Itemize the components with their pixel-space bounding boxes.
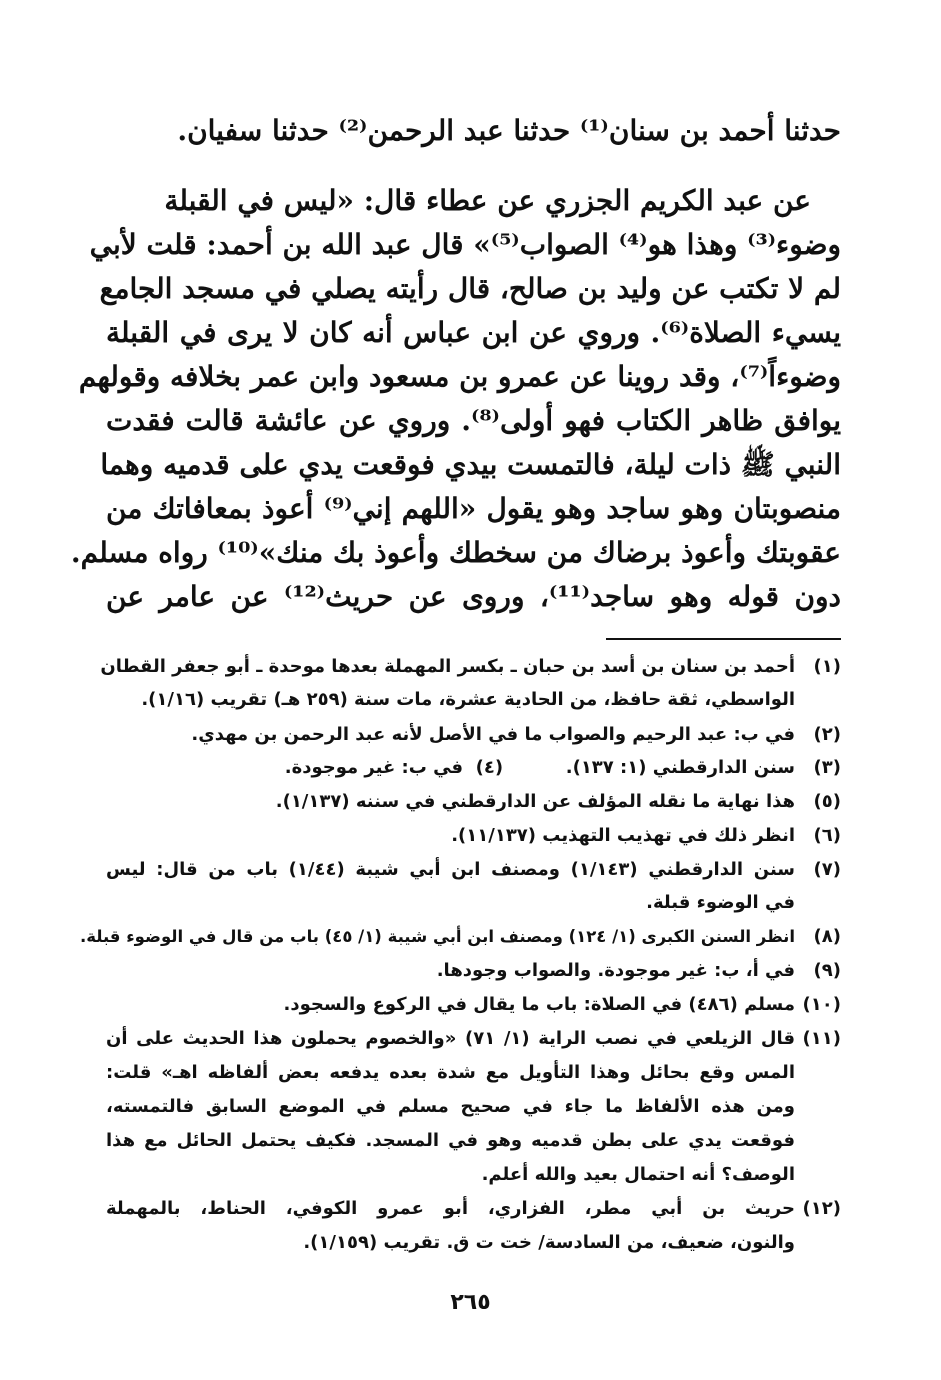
footnote-number: (٦) bbox=[813, 825, 841, 846]
footnote-11-continuation: المس وقع بحائل وهذا التأويل مع شدة بعده يدفعه بعض ألفاظه اهـ» قلت: bbox=[106, 1062, 795, 1083]
footnote-number: (٢) bbox=[813, 724, 841, 745]
footnote-7-continuation: في الوضوء قبلة. bbox=[646, 892, 795, 913]
footnote-text: حريث بن أبي مطر، الفزاري، أبو عمرو الكوفي، الحناط، بالمهملة bbox=[106, 1198, 795, 1219]
main-text-line: يسيء الصلاة⁽⁶⁾. وروي عن ابن عباس أنه كان لا يرى في القبلة bbox=[106, 316, 841, 349]
footnote-text: سنن الدارقطني (١/١٤٣) ومصنف ابن أبي شيبة (١/٤٤) باب من قال: ليس bbox=[106, 859, 796, 880]
footnote-8 bbox=[79, 922, 841, 952]
footnote-number: (٨) bbox=[813, 926, 841, 947]
footnote-number: (١١) bbox=[802, 1028, 841, 1049]
footnote-divider bbox=[606, 638, 841, 640]
main-text-line: وضوءاً⁽⁷⁾، وقد روينا عن عمرو بن مسعود وابن عمر بخلافه وقولهم bbox=[78, 360, 841, 393]
footnote-9 bbox=[106, 956, 841, 986]
footnote-number: (١٢) bbox=[802, 1198, 841, 1219]
footnote-text: قال الزيلعي في نصب الراية (١/ ٧١) «والخصوم يحملون هذا الحديث على أن bbox=[106, 1028, 796, 1049]
footnote-text: سنن الدارقطني (١: ١٣٧). (٤) في ب: غير موجودة. bbox=[284, 757, 795, 778]
footnote-2 bbox=[106, 720, 841, 750]
footnote-11-continuation: ومن هذه الألفاظ ما جاء في صحيح مسلم في الموضع السابق فالتمسته، bbox=[106, 1096, 795, 1117]
isnad-line: حدثنا أحمد بن سنان⁽¹⁾ حدثنا عبد الرحمن⁽²⁾ حدثنا سفيان. bbox=[177, 114, 841, 147]
main-text-line: دون قوله وهو ساجد⁽¹¹⁾، وروى عن حريث⁽¹²⁾ عن عامر عن bbox=[106, 580, 842, 613]
page-number: ٢٦٥ bbox=[450, 1290, 491, 1315]
footnote-number: (٩) bbox=[813, 960, 841, 981]
footnote-11 bbox=[106, 1024, 841, 1054]
main-text-line: لم لا تكتب عن وليد بن صالح، قال رأيته يصلي في مسجد الجامع bbox=[99, 272, 841, 305]
footnote-text: في ب: عبد الرحيم والصواب ما في الأصل لأنه عبد الرحمن بن مهدي. bbox=[191, 724, 795, 745]
footnote-number: (٣) bbox=[813, 757, 841, 778]
footnote-text: مسلم (٤٨٦) في الصلاة: باب ما يقال في الركوع والسجود. bbox=[283, 994, 795, 1015]
footnote-6 bbox=[106, 821, 841, 851]
footnote-text: أحمد بن سنان بن أسد بن حبان ـ بكسر المهملة بعدها موحدة ـ أبو جعفر القطان bbox=[100, 656, 795, 677]
footnote-text: في أ، ب: غير موجودة. والصواب وجودها. bbox=[436, 960, 795, 981]
footnote-text: هذا نهاية ما نقله المؤلف عن الدارقطني في سننه (١/١٣٧). bbox=[275, 791, 795, 812]
footnote-number: (٥) bbox=[813, 791, 841, 812]
footnote-1-continuation: الواسطي، ثقة حافظ، من الحادية عشرة، مات سنة (٢٥٩ هـ) تقريب (١/١٦). bbox=[141, 689, 795, 710]
main-text-line: النبي ﷺ ذات ليلة، فالتمست بيدي فوقعت يدي على قدميه وهما bbox=[100, 448, 841, 481]
main-text-line: يوافق ظاهر الكتاب فهو أولى⁽⁸⁾. وروي عن عائشة قالت فقدت bbox=[106, 404, 841, 437]
main-text-line: منصوبتان وهو ساجد وهو يقول «اللهم إني⁽⁹⁾ أعوذ بمعافاتك من bbox=[106, 492, 841, 525]
footnote-1 bbox=[100, 652, 841, 682]
footnote-text: انظر ذلك في تهذيب التهذيب (١١/١٣٧). bbox=[451, 825, 795, 846]
footnote-5 bbox=[106, 787, 841, 817]
main-text-line: وضوء⁽³⁾ وهذا هو⁽⁴⁾ الصواب⁽⁵⁾» قال عبد الله بن أحمد: قلت لأبي bbox=[89, 228, 841, 261]
footnote-10 bbox=[106, 990, 841, 1020]
footnote-12-continuation: والنون، ضعيف، من السادسة/ خت ت ق. تقريب (١/١٥٩). bbox=[303, 1232, 795, 1253]
footnote-number: (١٠) bbox=[802, 994, 841, 1015]
footnote-7 bbox=[106, 855, 841, 885]
footnote-12 bbox=[106, 1194, 841, 1224]
footnote-number: (٧) bbox=[813, 859, 841, 880]
main-text-line: عقوبتك وأعوذ برضاك من سخطك وأعوذ بك منك»⁽¹⁰⁾ رواه مسلم. bbox=[70, 536, 841, 569]
main-text-line: عن عبد الكريم الجزري عن عطاء قال: «ليس في القبلة bbox=[164, 184, 811, 217]
footnote-text: انظر السنن الكبرى (١/ ١٢٤) ومصنف ابن أبي شيبة (١/ ٤٥) باب من قال في الوضوء قبلة. bbox=[79, 927, 795, 946]
footnote-number: (١) bbox=[813, 656, 841, 677]
footnote-11-continuation: فوقعت يدي على بطن قدميه وهو في المسجد. فكيف يحتمل الحائل مع هذا bbox=[106, 1130, 795, 1151]
footnote-3 bbox=[106, 753, 841, 783]
footnote-11-continuation: الوصف؟ أنه احتمال بعيد والله أعلم. bbox=[481, 1164, 795, 1185]
